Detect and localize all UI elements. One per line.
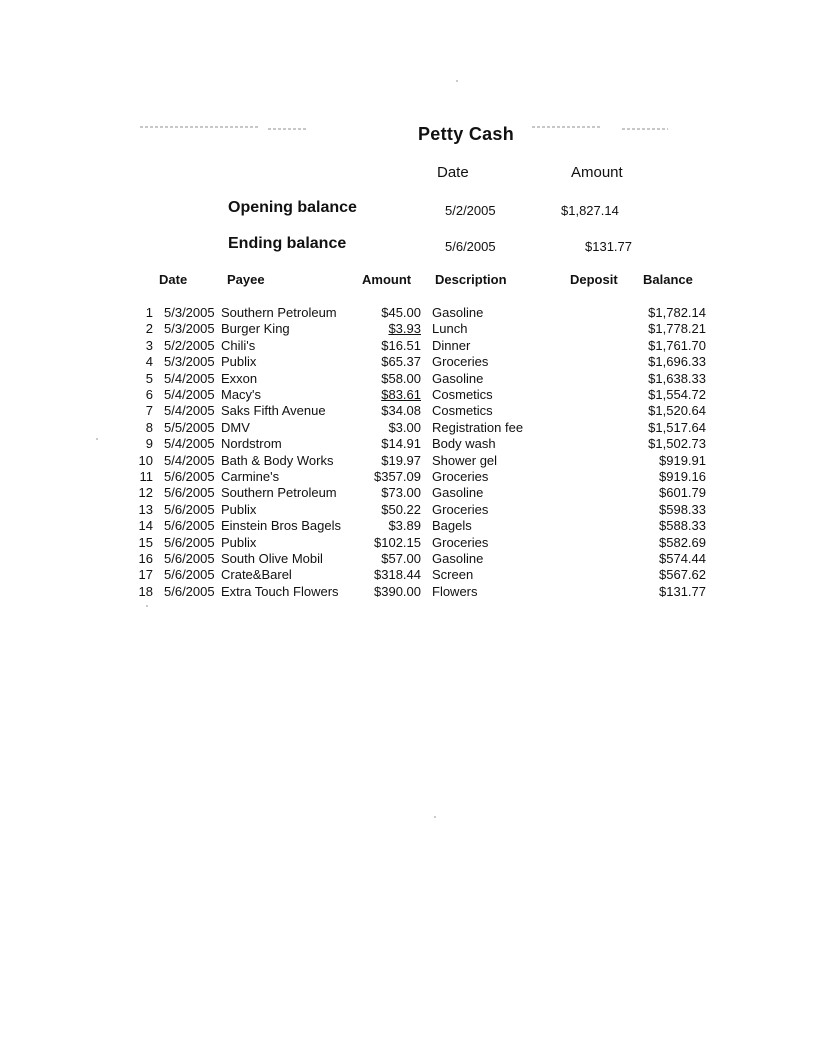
- row-payee: Chili's: [221, 337, 256, 353]
- scan-speck: [96, 438, 98, 440]
- row-number: 5: [145, 370, 153, 386]
- row-amount: $318.44: [374, 567, 421, 583]
- row-number: 18: [138, 583, 153, 599]
- row-number: 6: [145, 387, 153, 402]
- row-description: Bagels: [432, 518, 472, 534]
- row-amount: $19.97: [381, 452, 421, 468]
- row-payee: Southern Petroleum: [221, 305, 337, 320]
- row-amount: $57.00: [381, 551, 421, 566]
- row-payee: Crate&Barel: [221, 567, 292, 583]
- row-balance: $1,782.14: [648, 305, 706, 320]
- row-amount: $16.51: [381, 337, 421, 353]
- row-balance: $1,638.33: [648, 370, 706, 386]
- row-payee: Bath & Body Works: [221, 452, 334, 468]
- scan-artifact: [532, 126, 602, 128]
- row-number: 11: [139, 469, 153, 484]
- row-description: Gasoline: [432, 370, 484, 386]
- row-amount: $3.89: [388, 518, 421, 534]
- row-description: Groceries: [432, 354, 489, 370]
- row-balance: $919.91: [659, 452, 706, 468]
- ending-balance-amount: $131.77: [585, 239, 632, 254]
- ending-balance-date: 5/6/2005: [445, 239, 496, 254]
- column-header-payee: Payee: [227, 272, 265, 287]
- row-balance: $601.79: [659, 485, 706, 501]
- row-balance: $1,778.21: [648, 321, 706, 337]
- row-description: Shower gel: [432, 452, 498, 468]
- row-number: 17: [138, 567, 153, 583]
- row-payee: Carmine's: [221, 469, 280, 484]
- row-date: 5/6/2005: [164, 518, 215, 534]
- row-number: 7: [145, 403, 153, 419]
- row-balance: $1,517.64: [648, 419, 706, 435]
- column-header-deposit: Deposit: [570, 272, 618, 287]
- row-date: 5/5/2005: [164, 419, 215, 435]
- row-description: Cosmetics: [432, 387, 493, 402]
- row-date: 5/4/2005: [164, 452, 215, 468]
- row-amount: $83.61: [381, 387, 421, 402]
- scan-artifact: [140, 126, 260, 128]
- scan-speck: [146, 605, 148, 607]
- row-number: 3: [145, 337, 153, 353]
- row-number: 15: [138, 534, 153, 550]
- header-amount-label: Amount: [571, 164, 623, 181]
- row-number: 4: [145, 354, 153, 370]
- row-payee: Nordstrom: [221, 436, 282, 452]
- row-balance: $131.77: [659, 583, 706, 599]
- row-amount: $357.09: [374, 469, 421, 484]
- row-amount: $34.08: [381, 403, 421, 419]
- row-description: Groceries: [432, 501, 489, 517]
- row-description: Groceries: [432, 534, 489, 550]
- row-payee: Southern Petroleum: [221, 485, 337, 501]
- row-balance: $1,502.73: [648, 436, 706, 452]
- row-payee: Macy's: [221, 387, 262, 402]
- row-description: Cosmetics: [432, 403, 493, 419]
- row-number: 1: [145, 305, 153, 320]
- scan-artifact: [268, 128, 308, 130]
- opening-balance-date: 5/2/2005: [445, 203, 496, 218]
- row-date: 5/3/2005: [164, 305, 215, 320]
- row-description: Lunch: [432, 321, 468, 337]
- row-description: Gasoline: [432, 305, 484, 320]
- row-date: 5/6/2005: [164, 469, 215, 484]
- row-balance: $1,696.33: [648, 354, 706, 370]
- row-amount: $3.93: [388, 321, 421, 337]
- page-title: Petty Cash: [418, 124, 515, 144]
- opening-balance-label: Opening balance: [228, 199, 357, 216]
- row-number: 9: [145, 436, 153, 452]
- row-description: Flowers: [432, 583, 478, 599]
- opening-balance-amount: $1,827.14: [561, 203, 619, 218]
- row-payee: DMV: [221, 419, 250, 435]
- scan-speck: [456, 80, 458, 82]
- row-date: 5/6/2005: [164, 583, 215, 599]
- row-balance: $582.69: [659, 534, 706, 550]
- scan-artifact: [622, 128, 668, 130]
- row-description: Groceries: [432, 469, 489, 484]
- row-balance: $1,761.70: [648, 337, 706, 353]
- row-amount: $390.00: [374, 583, 421, 599]
- row-number: 10: [138, 452, 153, 468]
- row-balance: $567.62: [659, 567, 706, 583]
- scan-speck: [434, 816, 436, 818]
- row-balance: $1,520.64: [648, 403, 706, 419]
- row-date: 5/4/2005: [164, 403, 215, 419]
- row-payee: Exxon: [221, 370, 258, 386]
- row-payee: Burger King: [221, 321, 290, 337]
- row-date: 5/4/2005: [164, 387, 215, 402]
- row-balance: $598.33: [659, 501, 706, 517]
- row-amount: $58.00: [381, 370, 421, 386]
- row-date: 5/6/2005: [164, 534, 215, 550]
- row-date: 5/6/2005: [164, 501, 215, 517]
- row-payee: Publix: [221, 501, 257, 517]
- row-amount: $73.00: [381, 485, 421, 501]
- row-balance: $919.16: [659, 469, 706, 484]
- row-description: Gasoline: [432, 551, 484, 566]
- row-amount: $102.15: [374, 534, 421, 550]
- header-date-label: Date: [437, 164, 469, 181]
- column-header-date: Date: [159, 272, 188, 287]
- row-payee: Publix: [221, 354, 257, 370]
- column-header-description: Description: [435, 272, 507, 287]
- row-amount: $3.00: [388, 419, 421, 435]
- row-date: 5/6/2005: [164, 485, 215, 501]
- row-amount: $50.22: [381, 501, 421, 517]
- row-amount: $45.00: [381, 305, 421, 320]
- row-date: 5/3/2005: [164, 354, 215, 370]
- column-header-amount: Amount: [362, 272, 412, 287]
- row-date: 5/4/2005: [164, 436, 215, 452]
- row-description: Screen: [432, 567, 474, 583]
- row-date: 5/6/2005: [164, 567, 215, 583]
- row-payee: Extra Touch Flowers: [221, 583, 339, 599]
- row-amount: $14.91: [381, 436, 421, 452]
- ending-balance-label: Ending balance: [228, 235, 347, 252]
- row-date: 5/6/2005: [164, 551, 215, 566]
- row-date: 5/2/2005: [164, 337, 215, 353]
- row-description: Registration fee: [432, 419, 524, 435]
- row-payee: South Olive Mobil: [221, 551, 323, 566]
- row-number: 12: [138, 485, 153, 501]
- row-payee: Publix: [221, 534, 257, 550]
- row-balance: $1,554.72: [648, 387, 706, 402]
- row-description: Dinner: [432, 337, 471, 353]
- column-header-balance: Balance: [643, 272, 693, 287]
- row-balance: $574.44: [659, 551, 706, 566]
- row-number: 13: [138, 501, 153, 517]
- row-date: 5/3/2005: [164, 321, 215, 337]
- row-number: 16: [138, 551, 153, 566]
- row-payee: Saks Fifth Avenue: [221, 403, 326, 419]
- row-number: 8: [145, 419, 153, 435]
- row-balance: $588.33: [659, 518, 706, 534]
- row-amount: $65.37: [381, 354, 421, 370]
- row-description: Body wash: [432, 436, 496, 452]
- row-number: 14: [138, 518, 153, 534]
- row-payee: Einstein Bros Bagels: [221, 518, 341, 534]
- row-number: 2: [145, 321, 153, 337]
- row-description: Gasoline: [432, 485, 484, 501]
- row-date: 5/4/2005: [164, 370, 215, 386]
